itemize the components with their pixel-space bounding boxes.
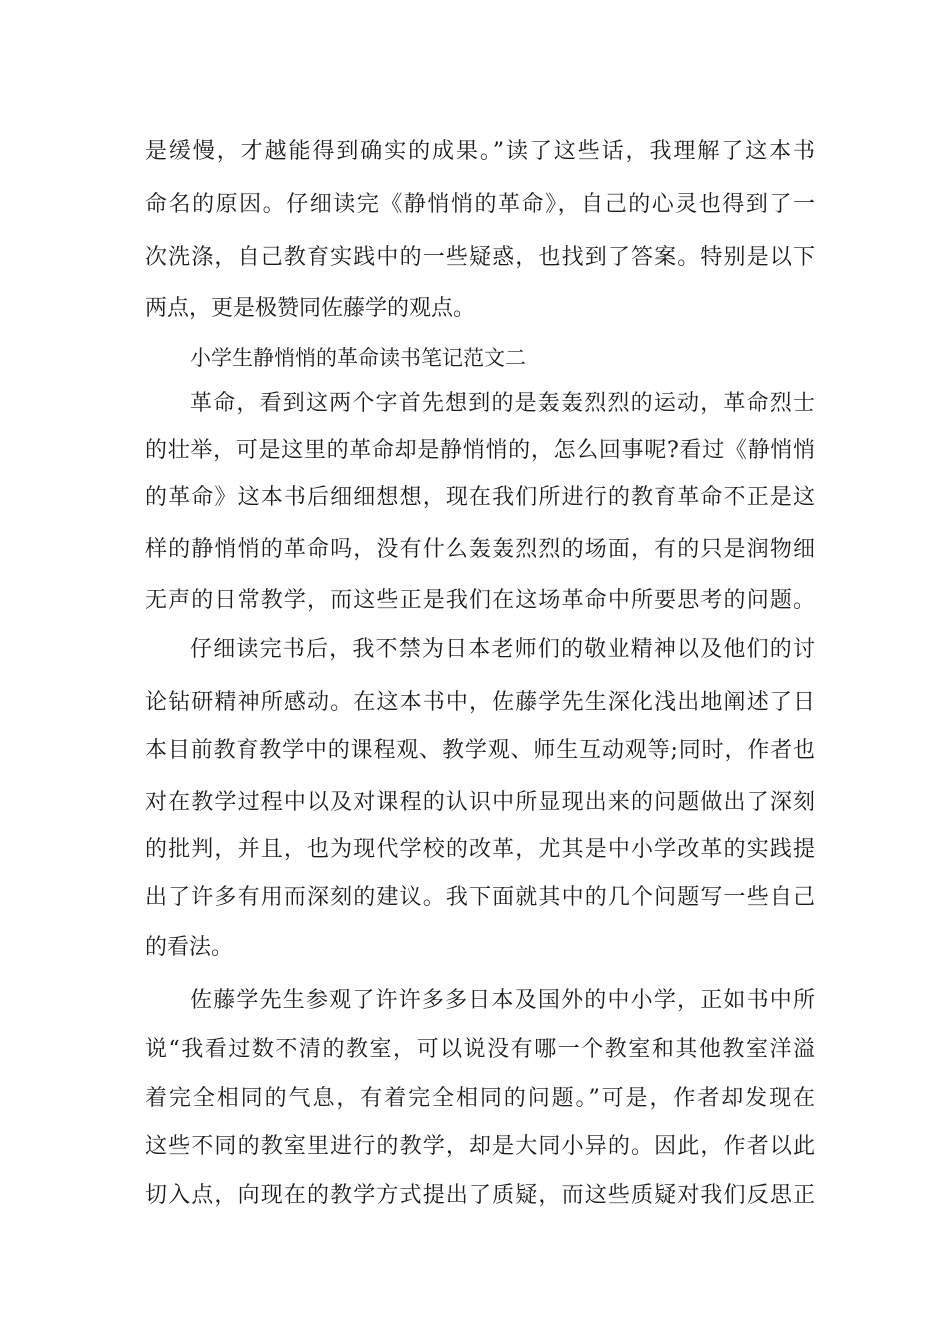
paragraph-3-line-5: 的批判，并且，也为现代学校的改革，尤其是中小学改革的实践提	[145, 837, 815, 862]
paragraph-2-line-1: 革命，看到这两个字首先想到的是轰轰烈烈的运动，革命烈士	[190, 391, 815, 416]
paragraph-1-line-4: 两点，更是极赞同佐藤学的观点。	[145, 296, 476, 321]
paragraph-3-line-3: 本目前教育教学中的课程观、教学观、师生互动观等;同时，作者也	[145, 738, 815, 763]
paragraph-4-line-3: 着完全相同的气息，有着完全相同的问题。”可是，作者却发现在	[145, 1086, 815, 1111]
section-heading: 小学生静悄悄的革命读书笔记范文二	[190, 346, 526, 370]
paragraph-2-line-2: 的壮举，可是这里的革命却是静悄悄的，怎么回事呢?看过《静悄悄	[145, 438, 815, 463]
paragraph-2-line-5: 无声的日常教学，而这些正是我们在这场革命中所要思考的问题。	[145, 588, 815, 613]
paragraph-3-line-2: 论钻研精神所感动。在这本书中，佐藤学先生深化浅出地阐述了日	[145, 690, 815, 715]
paragraph-2-line-4: 样的静悄悄的革命吗，没有什么轰轰烈烈的场面，有的只是润物细	[145, 537, 815, 562]
paragraph-4-line-2: 说“我看过数不清的教室，可以说没有哪一个教室和其他教室洋溢	[145, 1037, 815, 1062]
paragraph-4-line-5: 切入点，向现在的教学方式提出了质疑，而这些质疑对我们反思正	[145, 1183, 815, 1208]
paragraph-3-line-7: 的看法。	[145, 935, 234, 960]
paragraph-4-line-4: 这些不同的教室里进行的教学，却是大同小异的。因此，作者以此	[145, 1134, 815, 1159]
paragraph-3-line-6: 出了许多有用而深刻的建议。我下面就其中的几个问题写一些自己	[145, 885, 815, 910]
paragraph-1-line-2: 命名的原因。仔细读完《静悄悄的革命》，自己的心灵也得到了一	[145, 192, 815, 217]
paragraph-2-line-3: 的革命》这本书后细细想想，现在我们所进行的教育革命不正是这	[145, 485, 815, 510]
paragraph-1-line-1: 是缓慢，才越能得到确实的成果。”读了这些话，我理解了这本书	[145, 139, 815, 164]
paragraph-1-line-3: 次洗涤，自己教育实践中的一些疑惑，也找到了答案。特别是以下	[145, 245, 815, 270]
paragraph-3-line-1: 仔细读完书后，我不禁为日本老师们的敬业精神以及他们的讨	[190, 637, 815, 662]
paragraph-3-line-4: 对在教学过程中以及对课程的认识中所显现出来的问题做出了深刻	[145, 790, 815, 815]
paragraph-4-line-1: 佐藤学先生参观了许许多多日本及国外的中小学，正如书中所	[190, 988, 815, 1013]
